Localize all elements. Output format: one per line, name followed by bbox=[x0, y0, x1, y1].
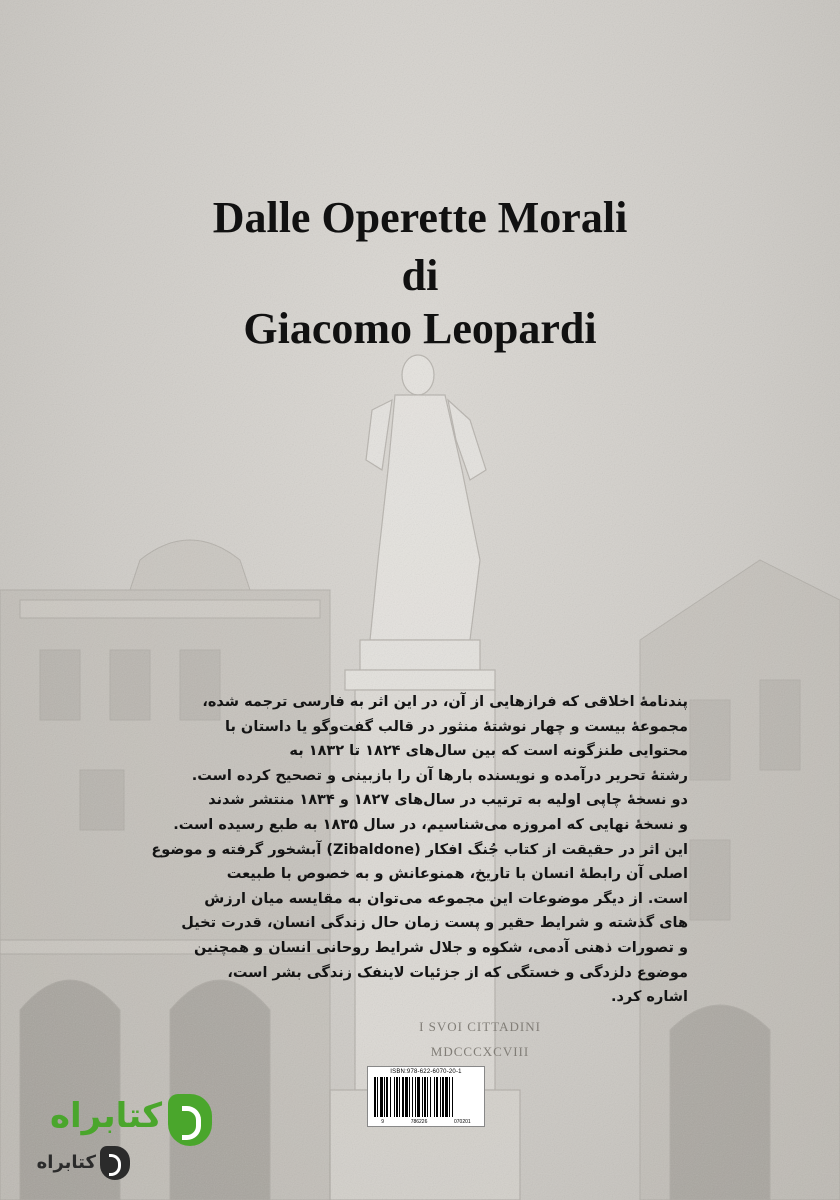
barcode-bar bbox=[449, 1077, 450, 1117]
ketabrah-logo bbox=[42, 1094, 212, 1146]
barcode-bar bbox=[434, 1077, 435, 1117]
barcode-bar bbox=[386, 1077, 388, 1117]
summary-line: محتوایی طنزگونه است که بین سال‌های ۱۸۲۴ تا ۱۸۳۲ به bbox=[289, 743, 688, 760]
barcode-bar bbox=[384, 1077, 385, 1117]
barcode-bar bbox=[417, 1077, 420, 1117]
book-title-preposition: di bbox=[401, 251, 439, 300]
isbn-number: ISBN:978-622-6070-20-1 bbox=[390, 1069, 462, 1075]
barcode-bar bbox=[396, 1077, 398, 1117]
barcode-bar bbox=[422, 1077, 423, 1117]
barcode-bar bbox=[402, 1077, 404, 1117]
ketabrah-leaf-icon bbox=[100, 1146, 130, 1180]
barcode-bar bbox=[427, 1077, 428, 1117]
barcode-bar bbox=[452, 1077, 453, 1117]
barcode-bar bbox=[374, 1077, 376, 1117]
summary-line: و نسخهٔ نهایی که امروزه می‌شناسیم، در سال ۱۸۳۵ به طبع رسیده است. bbox=[173, 816, 688, 833]
barcode-digit-group: 070201 bbox=[453, 1119, 471, 1125]
barcode-bar bbox=[436, 1077, 438, 1117]
summary-line: این اثر در حقیقت از کتاب جُنگ افکار (Zibaldone) آبشخور گرفته و موضوع bbox=[151, 841, 688, 858]
ketabrah-logo-small-text: کتابراه bbox=[36, 1152, 96, 1173]
barcode-bar bbox=[412, 1077, 413, 1117]
book-summary bbox=[148, 690, 688, 1010]
summary-line: های گذشته و شرایط حقیر و پست زمان حال زندگی انسان، قدرت تخیل bbox=[181, 915, 688, 932]
barcode-bar bbox=[424, 1077, 426, 1117]
summary-line: اشاره کرد. bbox=[610, 989, 688, 1006]
barcode-bars bbox=[374, 1077, 480, 1117]
barcode-bar bbox=[415, 1077, 416, 1117]
summary-line: دو نسخهٔ چاپی اولیه به ترتیب در سال‌های ۱۸۲۷ و ۱۸۳۴ منتشر شدند bbox=[208, 792, 688, 809]
isbn-barcode bbox=[367, 1066, 485, 1127]
summary-line: پندنامهٔ اخلاقی که فرازهایی از آن، در این اثر به فارسی ترجمه شده، bbox=[202, 694, 688, 710]
barcode-bar bbox=[430, 1077, 431, 1117]
summary-line: موضوع دلزدگی و خستگی که از جزئیات لاینفک زندگی بشر است، bbox=[227, 964, 688, 981]
book-title: Dalle Operette Morali bbox=[212, 193, 628, 242]
summary-line: مجموعهٔ بیست و چهار نوشتهٔ منثور در قالب گفت‌وگو یا داستان با bbox=[225, 718, 688, 735]
barcode-bar bbox=[442, 1077, 444, 1117]
barcode-digit-group: 786226 bbox=[410, 1119, 428, 1125]
barcode-bar bbox=[394, 1077, 395, 1117]
barcode-bar bbox=[445, 1077, 448, 1117]
barcode-bar bbox=[405, 1077, 408, 1117]
summary-line: اصلی آن رابطهٔ انسان با تاریخ، همنوعانش و به خصوص با طبیعت bbox=[226, 866, 688, 883]
barcode-bar bbox=[390, 1077, 391, 1117]
summary-line: رشتهٔ تحریر درآمده و نویسنده بارها آن را بازبینی و تصحیح کرده است. bbox=[191, 767, 688, 784]
barcode-digits bbox=[368, 1119, 484, 1125]
ketabrah-leaf-icon bbox=[168, 1094, 212, 1146]
ketabrah-logo-small bbox=[36, 1146, 130, 1180]
barcode-bar bbox=[399, 1077, 400, 1117]
ketabrah-logo-text: کتابراه bbox=[49, 1096, 162, 1136]
barcode-bar bbox=[440, 1077, 441, 1117]
barcode-digit-group: 9 bbox=[381, 1119, 385, 1125]
summary-line: است. از دیگر موضوعات این مجموعه می‌توان به مقایسه میان ارزش bbox=[204, 890, 688, 907]
barcode-bar bbox=[409, 1077, 410, 1117]
summary-line: و تصورات ذهنی آدمی، شکوه و جلال شرایط روحانی انسان و همچنین bbox=[193, 939, 688, 956]
barcode-bar bbox=[377, 1077, 378, 1117]
author-name: Giacomo Leopardi bbox=[243, 304, 597, 353]
barcode-bar bbox=[380, 1077, 383, 1117]
